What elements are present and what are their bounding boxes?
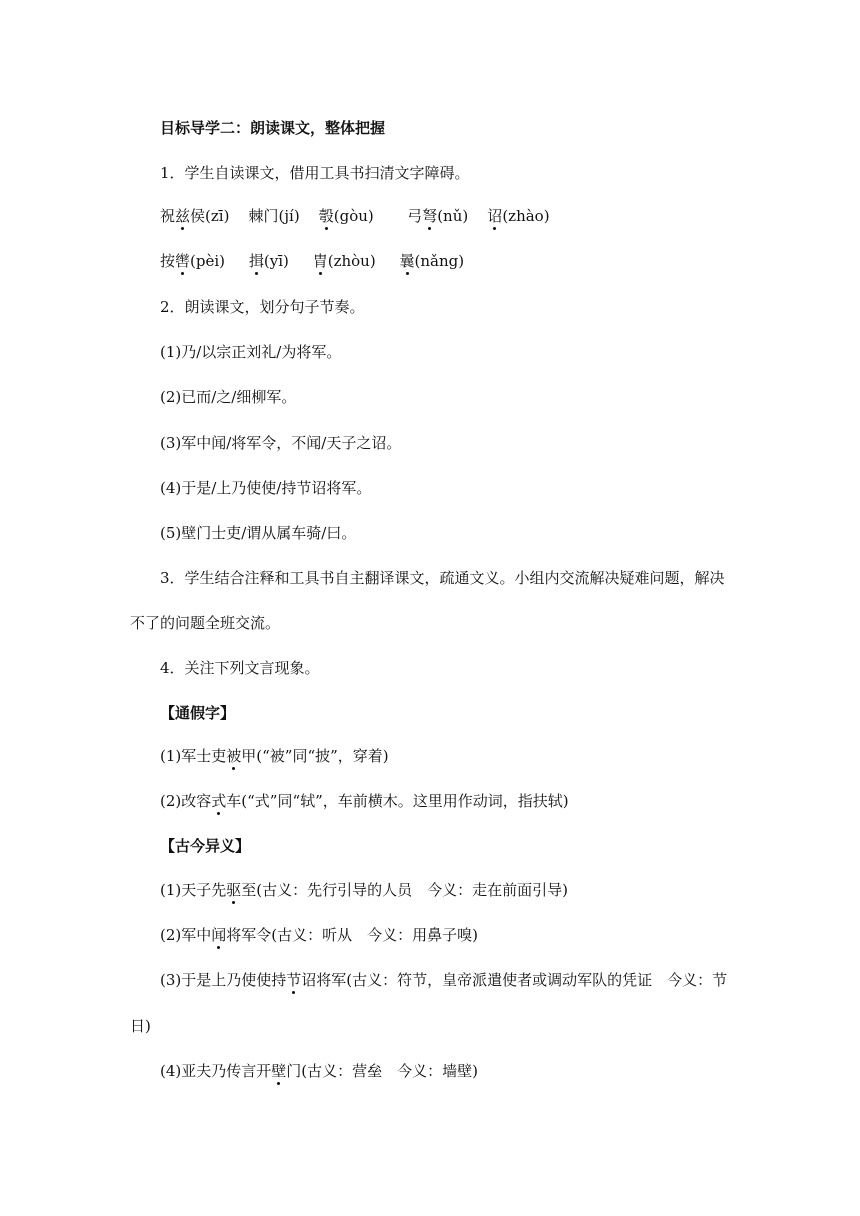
step-4: 4．关注下列文言现象。 [160,659,320,677]
pronunciation-row-2 [0,251,860,271]
gujin-item-2: (2)军中闻将军令(古义：听从 今义：用鼻子嗅) [160,926,478,944]
rhythm-item-4: (4)于是/上乃使使/持节诏将军。 [160,479,372,497]
step-2: 2．朗读课文，划分句子节奏。 [160,298,365,316]
step-3-line-1: 3．学生结合注释和工具书自主翻译课文，疏通文义。小组内交流解决疑难问题，解决 [160,569,725,587]
pron-item: 曩(nǎng) [399,252,465,270]
pron-item: 弓弩(nǔ) [407,207,469,225]
gujin-item-3: (3)于是上乃使使持节诏将军(古义：符节，皇帝派遣使者或调动军队的凭证 今义：节 [160,971,728,989]
pron-item: 诏(zhào) [487,207,550,225]
gujin-item-4: (4)亚夫乃传言开壁门(古义：营垒 今义：墙壁) [160,1062,478,1080]
rhythm-item-2: (2)已而/之/细柳军。 [160,388,297,406]
tongjia-item-2: (2)改容式车(“式”同“轼”，车前横木。这里用作动词，指扶轼) [160,792,569,810]
pronunciation-row-1 [0,206,860,226]
gujin-item-3-continuation: 日) [130,1017,151,1035]
tongjia-heading: 【通假字】 [160,704,236,722]
pron-item: 胄(zhòu) [312,252,376,270]
pron-item: 彀(gòu) [318,207,374,225]
tongjia-item-1: (1)军士吏被甲(“被”同“披”，穿着) [160,747,389,765]
step-3-line-2: 不了的问题全班交流。 [130,614,281,632]
gujin-heading: 【古今异义】 [160,837,251,855]
step-1: 1．学生自读课文，借用工具书扫清文字障碍。 [160,164,470,182]
rhythm-item-1: (1)乃/以宗正刘礼/为将军。 [160,343,342,361]
rhythm-item-3: (3)军中闻/将军令，不闻/天子之诏。 [160,434,402,452]
gujin-item-1: (1)天子先驱至(古义：先行引导的人员 今义：走在前面引导) [160,881,568,899]
section-title: 目标导学二：朗读课文，整体把握 [160,119,386,137]
pron-item: 揖(yī) [248,252,289,270]
pron-item: 棘门(jí) [248,207,300,225]
pron-item: 按辔(pèi) [160,252,226,270]
pron-item: 祝兹侯(zī) [160,207,230,225]
rhythm-item-5: (5)壁门士吏/谓从属车骑/曰。 [160,524,357,542]
